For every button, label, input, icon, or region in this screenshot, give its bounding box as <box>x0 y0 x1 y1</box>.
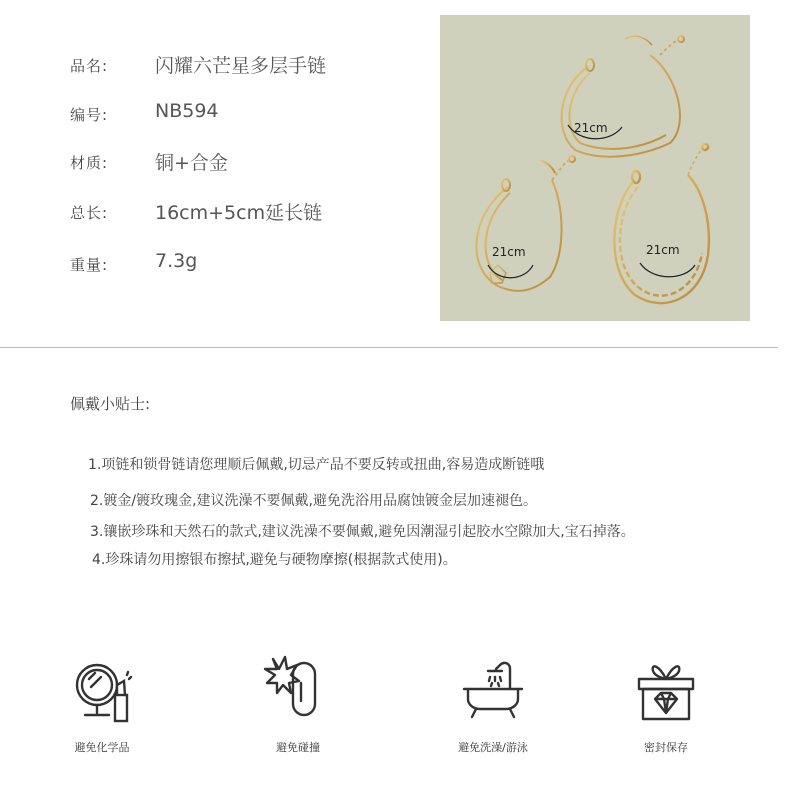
spec-value: 7.3g <box>155 250 198 272</box>
care-label: 避免碰撞 <box>276 741 320 754</box>
size-label: 21cm <box>492 245 526 259</box>
bracelet-left <box>476 156 575 291</box>
gift-box-gem-icon <box>631 655 701 725</box>
bracelet-top <box>562 36 684 157</box>
bracelets-illustration <box>440 15 750 321</box>
care-item-storage <box>616 655 716 755</box>
spec-label: 编号: <box>70 106 109 124</box>
size-label: 21cm <box>574 121 608 135</box>
tip-item: 4.珍珠请勿用擦银布擦拭,避免与硬物摩擦(根据款式使用)。 <box>92 552 457 568</box>
section-divider <box>0 347 778 348</box>
spec-value: 16cm+5cm延长链 <box>155 202 323 224</box>
spec-label: 品名: <box>70 57 109 75</box>
mirror-lipstick-icon <box>67 655 137 725</box>
tip-item: 3.镶嵌珍珠和天然石的款式,建议洗澡不要佩戴,避免因潮湿引起胶水空隙加大,宝石掉落。 <box>90 524 635 540</box>
spec-value: NB594 <box>155 100 219 122</box>
bracelet-right <box>614 144 709 303</box>
care-label: 密封保存 <box>644 741 688 754</box>
spec-value: 闪耀六芒星多层手链 <box>155 55 327 77</box>
spec-row-weight <box>0 250 420 284</box>
care-item-bath <box>443 655 543 755</box>
product-photo <box>440 15 750 321</box>
care-label: 避免洗澡/游泳 <box>458 741 528 754</box>
spec-row-material <box>0 152 420 182</box>
care-item-chemicals <box>52 655 152 755</box>
tip-item: 2.镀金/镀玫瑰金,建议洗澡不要佩戴,避免洗浴用品腐蚀镀金层加速褪色。 <box>90 493 537 509</box>
spec-row-name <box>0 55 420 85</box>
impact-icon <box>263 655 333 725</box>
spec-row-code <box>0 100 420 134</box>
tip-item: 1.项链和锁骨链请您理顺后佩戴,切忌产品不要反转或扭曲,容易造成断链哦 <box>88 457 545 473</box>
spec-label: 总长: <box>70 204 109 222</box>
care-item-impact <box>248 655 348 755</box>
spec-row-length <box>0 202 420 232</box>
spec-label: 材质: <box>70 154 109 172</box>
tips-title: 佩戴小贴士: <box>70 395 151 413</box>
care-label: 避免化学品 <box>74 741 130 754</box>
spec-label: 重量: <box>70 256 109 274</box>
bathtub-shower-icon <box>458 655 528 725</box>
spec-value: 铜+合金 <box>155 152 228 174</box>
size-label: 21cm <box>646 243 680 257</box>
